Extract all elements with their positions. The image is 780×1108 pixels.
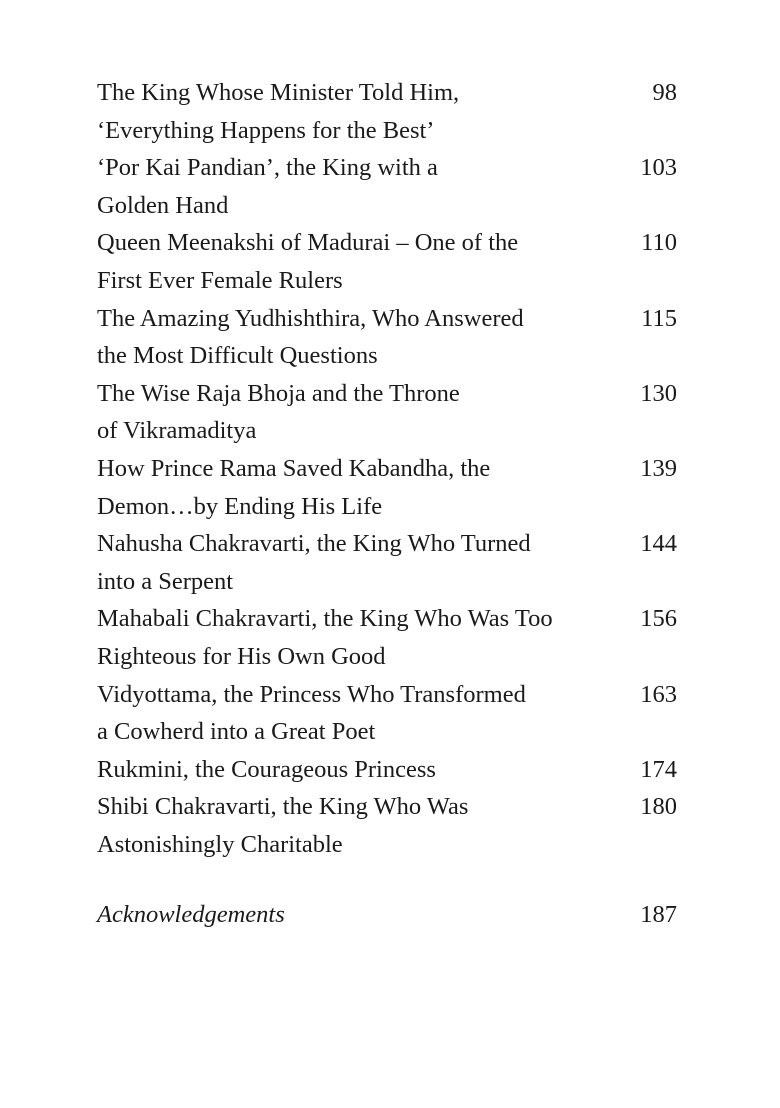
toc-entry-title xyxy=(97,525,531,600)
toc-entry xyxy=(97,676,677,751)
toc-entry-title-line: The Amazing Yudhishthira, Who Answered xyxy=(97,304,524,332)
table-of-contents xyxy=(97,74,677,934)
toc-entry-title-line: Demon…by Ending His Life xyxy=(97,492,383,520)
toc-entry-title: Acknowledgements xyxy=(97,901,285,929)
toc-entry-title-line: into a Serpent xyxy=(97,567,234,595)
toc-entry-title xyxy=(97,788,468,863)
toc-entry-title xyxy=(97,676,526,751)
toc-entries xyxy=(97,74,677,863)
toc-entry xyxy=(97,74,677,149)
toc-entry-title-line: a Cowherd into a Great Poet xyxy=(97,718,376,746)
toc-entry xyxy=(97,600,677,675)
toc-entry-title xyxy=(97,224,518,299)
toc-entry xyxy=(97,300,677,375)
toc-entry-title xyxy=(97,600,553,675)
toc-entry-page: 98 xyxy=(652,79,677,106)
toc-entry-acknowledgements xyxy=(97,896,677,934)
toc-entry xyxy=(97,525,677,600)
toc-entry-title-line: First Ever Female Rulers xyxy=(97,266,343,294)
toc-entry-title-line: Queen Meenakshi of Madurai – One of the xyxy=(97,229,519,257)
toc-entry xyxy=(97,149,677,224)
toc-entry-title xyxy=(97,450,490,525)
toc-entry-title-line: How Prince Rama Saved Kabandha, the xyxy=(97,454,491,482)
toc-entry-title-line: Nahusha Chakravarti, the King Who Turned xyxy=(97,530,531,558)
toc-entry-page: 130 xyxy=(640,379,677,407)
toc-entry-title-line: Righteous for His Own Good xyxy=(97,642,386,670)
toc-entry-page: 174 xyxy=(640,755,677,783)
toc-entry-title-line: Mahabali Chakravarti, the King Who Was Too xyxy=(97,605,553,633)
toc-entry-page: 163 xyxy=(640,680,677,708)
toc-entry-title-line: Shibi Chakravarti, the King Who Was xyxy=(97,793,469,821)
toc-entry-title-line: Golden Hand xyxy=(97,191,229,219)
toc-entry-title-line: ‘Everything Happens for the Best’ xyxy=(97,116,435,144)
toc-entry xyxy=(97,375,677,450)
toc-entry-title-line: Astonishingly Charitable xyxy=(97,830,343,858)
toc-entry-title-line: the Most Difficult Questions xyxy=(97,342,378,370)
toc-entry-page: 187 xyxy=(640,901,677,929)
toc-entry-title-line: Rukmini, the Courageous Princess xyxy=(97,755,436,783)
toc-entry-title-line: of Vikramaditya xyxy=(97,417,257,445)
toc-entry-title xyxy=(97,149,438,224)
toc-entry-title-line: The King Whose Minister Told Him, xyxy=(97,79,460,106)
toc-entry-page: 115 xyxy=(641,304,677,332)
toc-entry-title-line: The Wise Raja Bhoja and the Throne xyxy=(97,379,460,407)
toc-entry-page: 156 xyxy=(640,605,677,633)
toc-entry xyxy=(97,224,677,299)
toc-entry xyxy=(97,751,677,789)
toc-entry-title xyxy=(97,751,436,789)
toc-entry xyxy=(97,788,677,863)
toc-entry-title xyxy=(97,375,460,450)
toc-entry-page: 103 xyxy=(640,154,677,182)
toc-entry-title-line: ‘Por Kai Pandian’, the King with a xyxy=(97,154,438,182)
toc-entry-page: 144 xyxy=(640,530,677,558)
toc-entry-page: 110 xyxy=(641,229,677,257)
toc-entry-title-line: Vidyottama, the Princess Who Transformed xyxy=(97,680,526,708)
toc-entry-page: 180 xyxy=(640,793,677,821)
toc-entry-title xyxy=(97,74,459,149)
toc-entry-page: 139 xyxy=(640,454,677,482)
toc-entry xyxy=(97,450,677,525)
toc-entry-title xyxy=(97,300,524,375)
